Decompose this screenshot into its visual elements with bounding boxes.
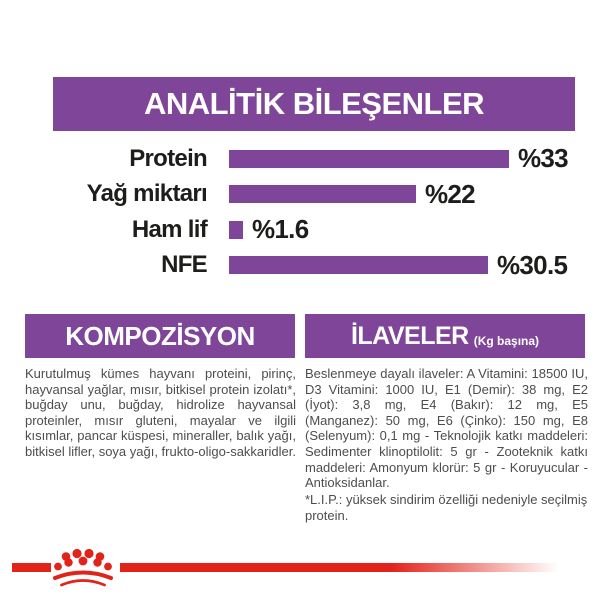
chart-category-label: Ham lif [131, 215, 207, 243]
lip-footnote: *L.I.P.: yüksek sindirim özelliği nedeniyle seçilmiş protein. [305, 492, 588, 523]
chart-category-label: Yağ miktarı [86, 180, 207, 208]
royal-canin-crown-icon [51, 548, 115, 588]
analytical-components-chart [30, 141, 585, 283]
composition-header [25, 314, 295, 358]
brand-line-right [120, 563, 572, 572]
chart-row [30, 212, 585, 248]
chart-category-label: NFE [161, 251, 207, 279]
chart-bar [229, 221, 243, 239]
chart-row [30, 141, 585, 177]
chart-value-label: %1.6 [252, 214, 309, 245]
chart-bar [229, 256, 488, 274]
chart-bar [229, 150, 509, 168]
analytical-components-header [53, 77, 575, 131]
chart-category-label: Protein [129, 144, 207, 172]
analytical-components-title: ANALİTİK BİLEŞENLER [143, 86, 485, 121]
chart-value-label: %22 [425, 178, 475, 209]
additives-title-suffix: (Kg başına) [473, 334, 540, 348]
chart-value-label: %33 [518, 143, 568, 174]
composition-text: Kurutulmuş kümes hayvanı proteini, pirinç, hayvansal yağlar, mısır, bitkisel protein izolatı*, buğday unu, buğday, hidrolize hayvansal proteinler, mısır gluteni, mayalar ve ilgili kısımlar, pancar küspesi, mineraller, balık yağı, bitkisel lifler, soya yağı, frukto-oligo-sakkaridler. [25, 366, 296, 459]
chart-row [30, 248, 585, 284]
brand-line-left [12, 563, 51, 572]
additives-header [305, 314, 585, 358]
chart-bar [229, 185, 416, 203]
additives-text: Beslenmeye dayalı ilaveler: A Vitamini: 18500 IU, D3 Vitamini: 1000 IU, E1 (Demir): 38 mg, E2 (İyot): 3,8 mg, E4 (Bakır): 12 mg, E5 (Manganez): 50 mg, E6 (Çinko): 150 mg, E8 (Selenyum): 0,1 mg - Teknolojik katkı maddeleri: Sedimenter klinoptilolit: 5 gr - Zooteknik katkı maddeleri: Amonyum klorür: 5 gr - Koruyucular - Antioksidanlar. [305, 366, 588, 491]
chart-row [30, 177, 585, 213]
chart-value-label: %30.5 [497, 249, 568, 280]
additives-title: İLAVELER [350, 321, 469, 350]
composition-title: KOMPOZİSYON [65, 320, 255, 351]
